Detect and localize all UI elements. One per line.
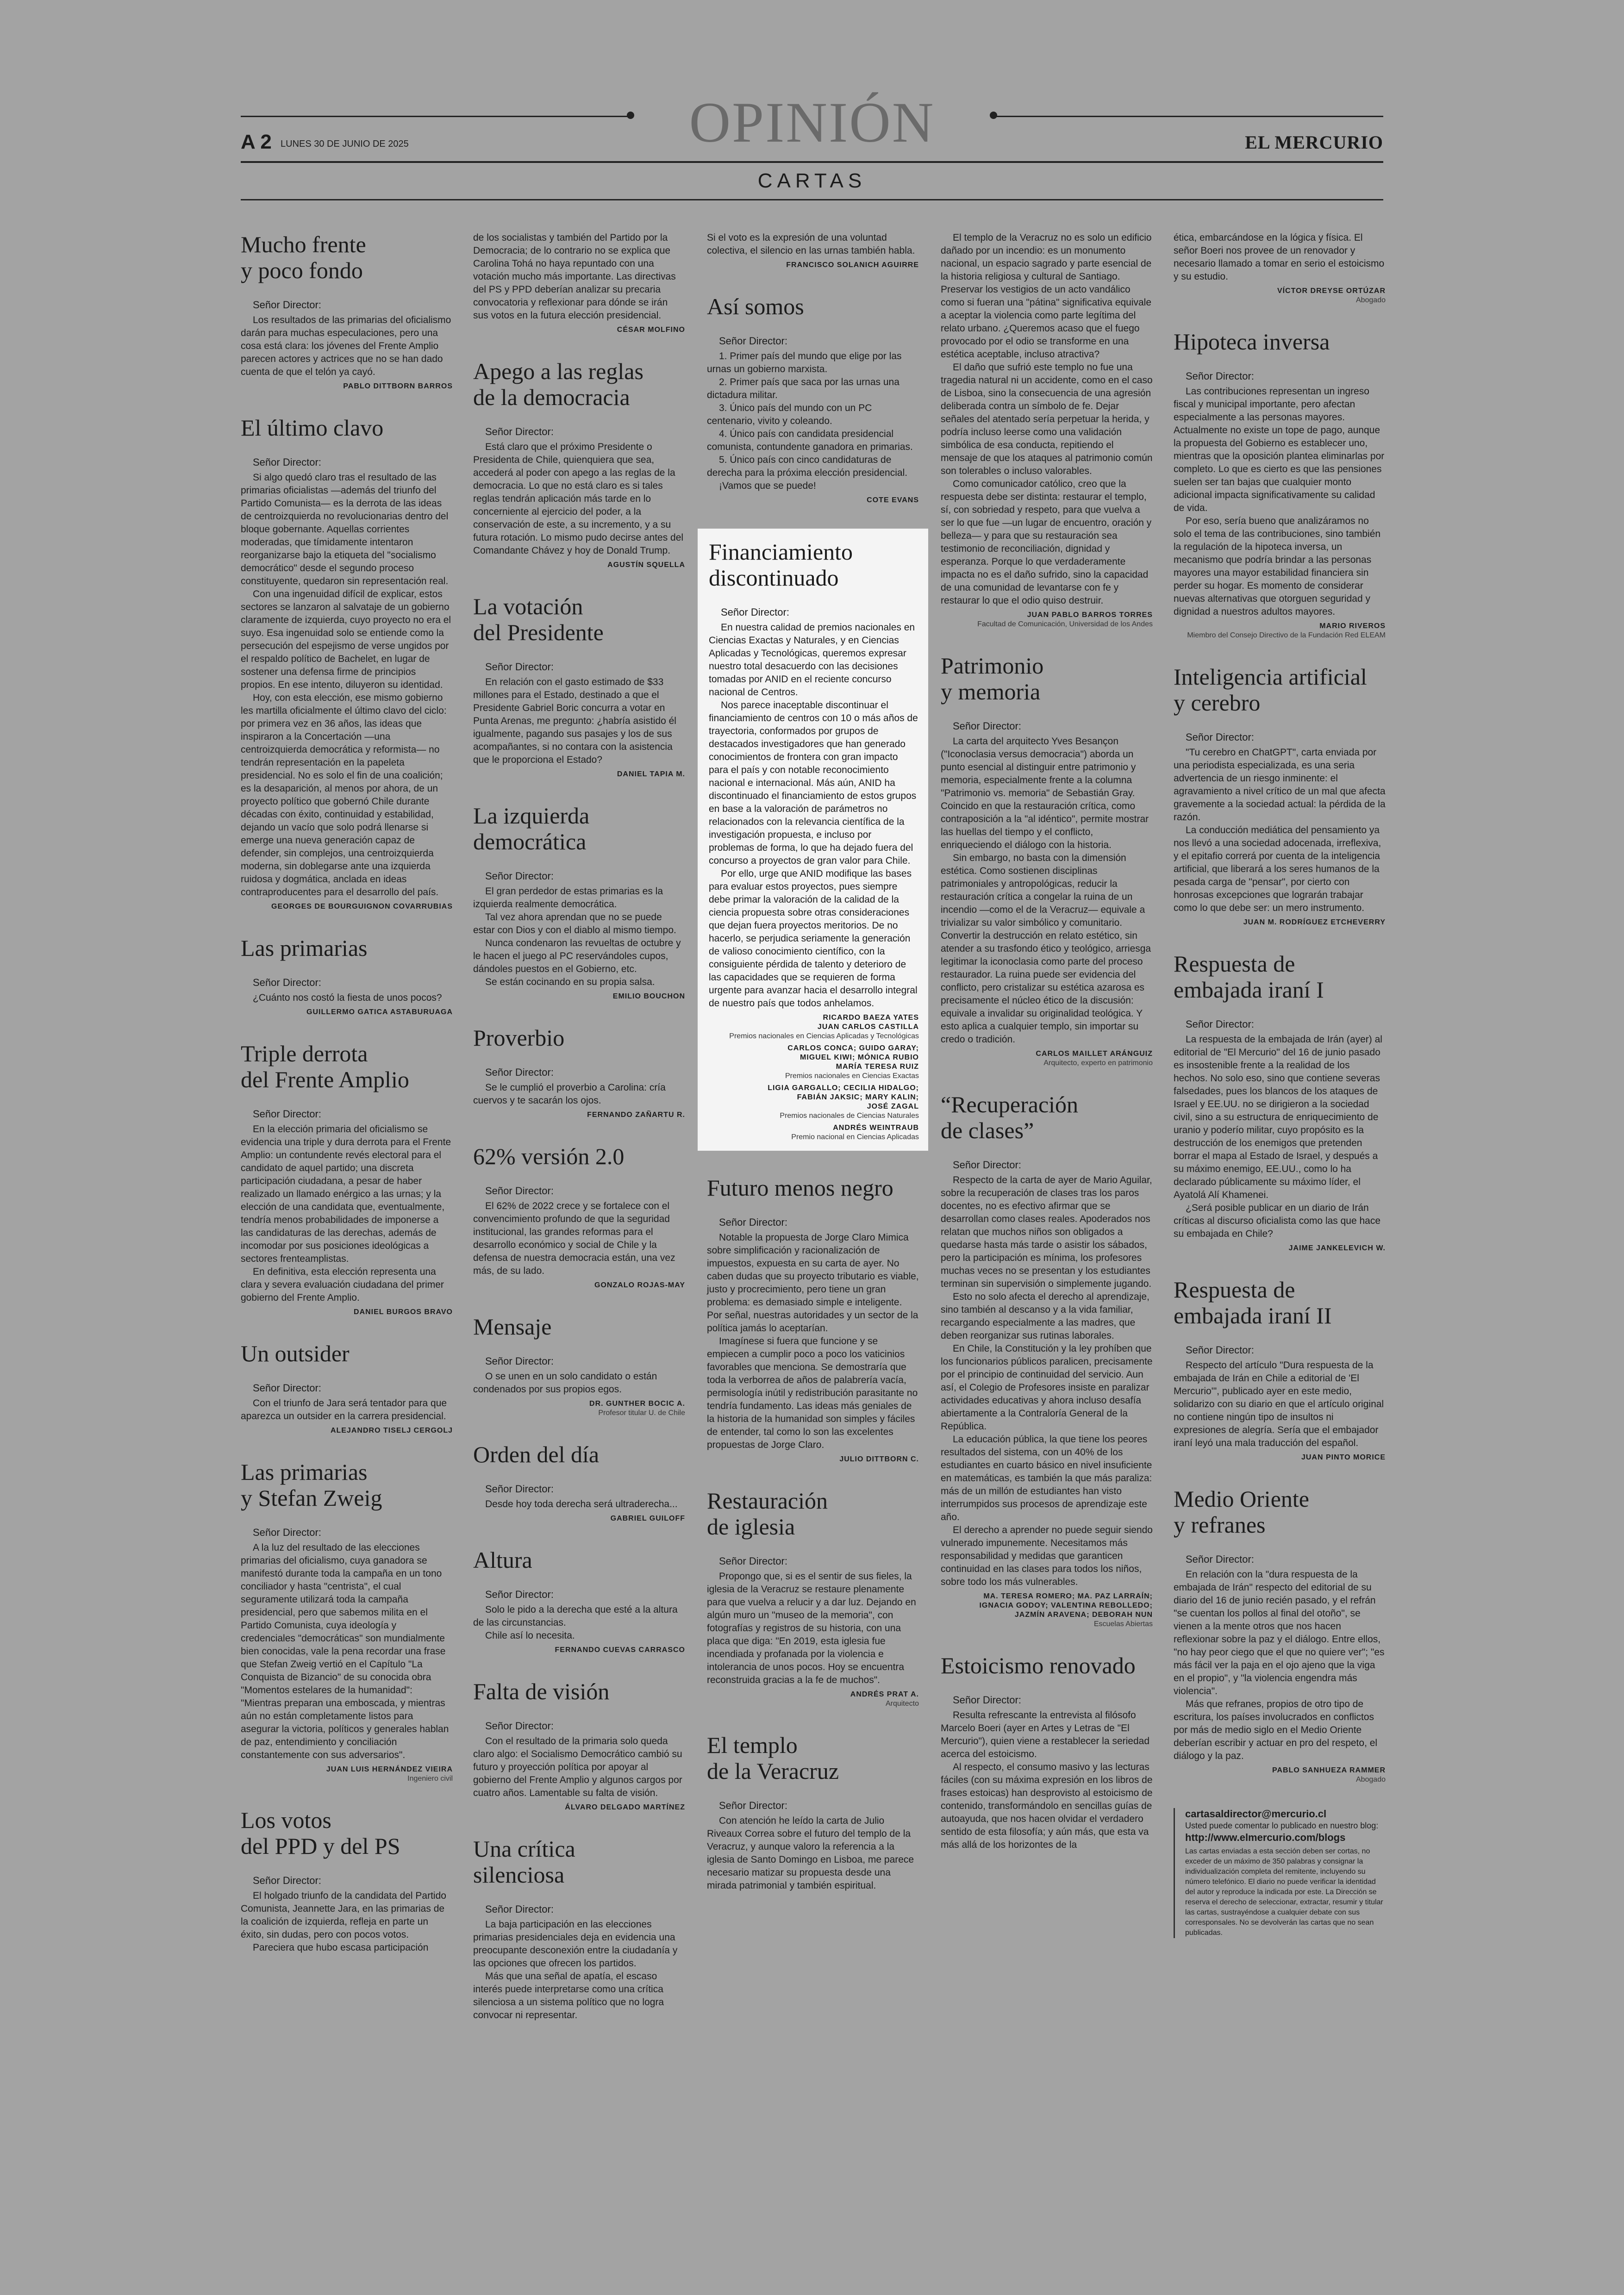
letter-futuro: [707, 1175, 919, 1464]
letter-affiliation: Miembro del Consejo Directivo de la Fundación Red ELEAM: [1187, 631, 1386, 639]
letter-body: El templo de la Veracruz no es solo un edificio dañado por un incendio: es un monumento nacional, un espacio sagrado y parte esencial de la historia religiosa y cultural de Santiago. Preservar los vestigios de un acto vandálico como si fueran una "pátina" significativa equivale a aceptar la violencia como parte legítima del relato urbano. ¿Queremos acaso que el fuego provocado por el odio se transforme en una estética aceptable, incluso atractiva?: [941, 232, 1152, 360]
letter-body: Notable la propuesta de Jorge Claro Mimica sobre simplificación y racionalización de impuestos, expuesta en su carta de ayer. No caben dudas que su proyecto tributario es viable, justo y procrecimiento, pero tiene un gran problema: es demasiado simple e inteligente. Por señal, nuestras autoridades y un sector de la política jamás lo aceptarían.: [707, 1232, 919, 1334]
letter-title: Inteligencia artificial y cerebro: [1174, 664, 1367, 716]
letter-body: Propongo que, si es el sentir de sus fieles, la iglesia de la Veracruz se restaure plenamente para que vuelva a relucir y a dar luz. Dejando en algún muro un "museo de la memoria", con fotografías y registros de su historia, con una placa que diga: "En 2019, esta iglesia fue incendiada y profanada por la violencia e intolerancia de unos pocos. Hoy se encuentra reconstruida gracias a la fe de muchos".: [707, 1571, 916, 1685]
letter-body: Con atención he leído la carta de Julio Riveaux Correa sobre el futuro del templo de la Veracruz, y aunque valoro la referencia a la iglesia de Santo Domingo en Lisboa, me parece necesario matizar su propuesta desde una mirada patrimonial y también espiritual.: [707, 1815, 914, 1891]
masthead-dot-right: [990, 112, 997, 119]
letter-body: Se están cocinando en su propia salsa.: [485, 977, 655, 987]
header-rule: [241, 161, 1383, 163]
section-title: OPINIÓN: [689, 91, 935, 154]
letter-signature: CARLOS MAILLET ARÁNGUIZ: [1036, 1050, 1153, 1058]
letter-izquierda: [473, 803, 685, 1001]
letter-restauracion: [707, 1488, 919, 1708]
letter-affiliation: Profesor titular U. de Chile: [598, 1409, 685, 1417]
letter-body: La conducción mediática del pensamiento ya nos llevó a una sociedad adocenada, irreflexiva, y el epitafio correrá por cuenta de la inteligencia artificial, que liberará a los seres humanos de la pesada carga de "pensar", por cierto con honrosas excepciones que lograrán trabajar como lo que debe ser: un mero instrumento.: [1174, 825, 1381, 913]
letter-title: Las primarias y Stefan Zweig: [241, 1459, 382, 1511]
letter-signature: PABLO SANHUEZA RAMMER: [1272, 1766, 1386, 1774]
letter-signature: DANIEL TAPIA M.: [617, 770, 685, 778]
letter-salutation: Señor Director:: [485, 1589, 554, 1600]
letter-ultimo-clavo: [241, 415, 453, 911]
letter-votacion: [473, 593, 685, 779]
blog-text: Usted puede comentar lo publicado en nuestro blog:: [1185, 1821, 1379, 1830]
letter-signature: MIGUEL KIWI; MÓNICA RUBIO: [800, 1054, 919, 1061]
column-1: [241, 231, 453, 1978]
page-number: A 2: [241, 131, 272, 153]
letter-salutation: Señor Director:: [719, 1800, 787, 1811]
letter-salutation: Señor Director:: [485, 1903, 554, 1915]
letter-salutation: Señor Director:: [953, 1694, 1021, 1706]
letter-salutation: Señor Director:: [1186, 731, 1254, 743]
letter-body: En la elección primaria del oficialismo se evidencia una triple y dura derrota para el Frente Amplio: un contundente revés electoral para el candidato de aquel partido; una discreta participación ciudadana, a pesar de haber realizado un llamado enérgico a las urnas; y la elección de una candidata que, eventualmente, tendría menos probabilidades de imponerse a las candidaturas de las derechas, además de incomodar por sus posiciones ideológicas a sectores frenteamplistas.: [241, 1124, 451, 1264]
letter-title: Hipoteca inversa: [1174, 329, 1330, 355]
letter-salutation: Señor Director:: [253, 977, 321, 988]
letter-continued: [1174, 231, 1386, 305]
letter-body: Con el resultado de la primaria solo queda claro algo: el Socialismo Democrático cambió su futuro y proyección política por apoyar al gobierno del Frente Amplio y algunos cargos por cuatro años. Lamentable su falta de visión.: [473, 1736, 682, 1798]
letter-title: Apego a las reglas de la democracia: [473, 358, 643, 410]
letter-signature: ANDRÉS WEINTRAUB: [833, 1124, 919, 1132]
letter-title: Patrimonio y memoria: [941, 653, 1044, 705]
letter-body: Respecto del artículo "Dura respuesta de la embajada de Irán en Chile a editorial de 'El Mercurio'", publicado ayer en este medio, solidarizo con su diario en que el artículo original no contiene ningún tipo de insultos ni expresiones de alegría. Sería que el embajador iraní leyó una mala traducción del español.: [1174, 1360, 1384, 1448]
letter-body: Chile así lo necesita.: [485, 1630, 575, 1641]
letter-body: Hoy, con esta elección, ese mismo gobierno les martilla oficialmente el último clavo del ciclo: por primera vez en 36 años, las ideas que inspiraron a la Concertación —una centroizquierda democrática y reformista— no tendrán representación en la papeleta presidencial. No es solo el fin de una coalición; es la desaparición, al menos por ahora, de un proyecto político que gobernó Chile durante décadas con éxito, continuidad y estabilidad, dejando un vacío que solo podrá llenarse si emerge una nueva generación capaz de defender, sin complejos, una centroizquierda moderna, sin doblegarse ante una izquierda ruidosa y dogmática, anclada en ideas contraproducentes para el desarrollo del país.: [241, 692, 447, 898]
letter-proverbio: [473, 1025, 685, 1119]
newspaper-page: [241, 91, 1386, 2268]
letter-salutation: Señor Director:: [253, 1875, 321, 1886]
masthead-rule-right: [994, 116, 1383, 117]
letter-body: Los resultados de las primarias del oficialismo darán para muchas especulaciones, pero una cosa está clara: los jóvenes del Frente Amplio parecen actores y actrices que no se han dado cuenta de que el telón ya cayó.: [241, 315, 451, 377]
letter-title: Proverbio: [473, 1025, 565, 1051]
letter-body: El 62% de 2022 crece y se fortalece con el convencimiento profundo de que la seguridad institucional, las grandes reformas para el desarrollo económico y social de Chile y la defensa de nuestra democracia están, una vez más, de su lado.: [473, 1201, 675, 1276]
letter-body: A la luz del resultado de las elecciones primarias del oficialismo, cuya ganadora se manifestó durante toda la campaña en un tono conciliador y hasta "centrista", el cual seguramente utilizará toda la campaña presidencial, pero que sabemos milita en el Partido Comunista, cuya ideología y credenciales "democráticas" son mundialmente bien conocidas, vale la pena recordar una frase que Stefan Zweig vertió en el Capítulo "La Conquista de Bizancio" de su conocida obra "Momentos estelares de la humanidad": "Mientras preparan una emboscada, y mientras aún no están completamente listos para asegurar la victoria, políticos y generales hablan de paz, entendimiento y conciliación constantemente con sus adversarios".: [241, 1542, 449, 1760]
letter-signature: DR. GUNTHER BOCIC A.: [589, 1400, 685, 1408]
letter-title: La votación del Presidente: [473, 593, 604, 645]
letter-signature: IGNACIA GODOY; VALENTINA REBOLLEDO;: [979, 1602, 1153, 1609]
letter-body: Por eso, sería bueno que analizáramos no solo el tema de las contribuciones, sino también la regulación de la hipoteca inversa, un mecanismo que podría brindar a las personas mayores una mayor estabilidad financiera sin perder su hogar. Es momento de considerar nuevas alternativas que otorguen seguridad y dignidad a nuestros adultos mayores.: [1174, 516, 1381, 617]
letter-body: Las contribuciones representan un ingreso fiscal y municipal importante, pero afectan especialmente a las personas mayores. Actualmente no existe un tope de pago, aunque la propuesta del Gobierno es establecer uno, mientras que la oposición plantea eliminarlas por completo. Lo que es cierto es que las pensiones suelen ser tan bajas que cualquier monto adicional impacta significativamente su calidad de vida.: [1174, 386, 1385, 513]
letter-signature: JUAN CARLOS CASTILLA: [817, 1023, 919, 1031]
letter-salutation: Señor Director:: [253, 1382, 321, 1394]
letter-title: Así somos: [707, 293, 804, 319]
letter-title: Financiamiento discontinuado: [709, 539, 853, 591]
letter-body: Con el triunfo de Jara será tentador para que aparezca un outsider en la carrera presidencial.: [241, 1398, 447, 1422]
letter-patrimonio: [941, 653, 1153, 1067]
letter-body: ¿Será posible publicar en un diario de Irán críticas al discurso oficialista como las que hace su embajada en Chile?: [1174, 1203, 1381, 1239]
letter-salutation: Señor Director:: [485, 661, 554, 673]
letter-signature: VÍCTOR DREYSE ORTÚZAR: [1277, 287, 1386, 295]
letter-affiliation: Arquitecto, experto en patrimonio: [1043, 1059, 1153, 1067]
letter-body: Como comunicador católico, creo que la respuesta debe ser distinta: restaurar el templo, sí, con sobriedad y respeto, para que vuelva a ser lo que fue —un lugar de encuentro, oración y belleza— y para que su restauración sea testimonio de reconciliación, dignidad y esperanza. Porque lo que verdaderamente impacta no es el daño sufrido, sino la capacidad de una comunidad de levantarse con fe y restaurar lo que el odio quiso destruir.: [941, 479, 1152, 606]
letter-body: Al respecto, el consumo masivo y las lecturas fáciles (con su máxima expresión en los libros de frases estoicas) han desprovisto al estoicismo de contenido, transformándolo en sencillas guías de autoayuda, que nos hacen olvidar el verdadero sentido de esta filosofía; y aún más, que esta va más allá de los horizontes de la: [941, 1762, 1153, 1850]
letter-signature: GEORGES DE BOURGUIGNON COVARRUBIAS: [271, 903, 453, 911]
letter-body: En nuestra calidad de premios nacionales en Ciencias Exactas y Naturales, y en Ciencias Aplicadas y Tecnológicas, queremos expresar nuestro total desacuerdo con las decisiones tomadas por ANID en el reciente concurso nacional de Centros.: [709, 622, 915, 698]
column-2: [473, 231, 685, 2046]
letter-affiliation: Premios nacionales en Ciencias Exactas: [785, 1072, 919, 1080]
column-4: [941, 231, 1153, 1876]
letter-continued: [941, 231, 1153, 629]
letter-body: Pareciera que hubo escasa participación: [253, 1942, 429, 1953]
letter-version: [473, 1143, 685, 1290]
letter-vision: [473, 1678, 685, 1812]
letter-body: En relación con la "dura respuesta de la embajada de Irán" respecto del editorial de su diario del 16 de junio recién pasado, y el refrán "se cuentan los pollos al final del otoño", se vienen a la mente otros que nos hacen reflexionar sobre la paz y el diálogo. Entre ellos, "no hay peor ciego que el que no quiere ver"; "es más fácil ver la paja en el ojo ajeno que la viga en el propio", y "la violencia engendra más violencia".: [1174, 1569, 1385, 1696]
letter-body: Se le cumplió el proverbio a Carolina: cría cuervos y te sacarán los ojos.: [473, 1082, 666, 1106]
letter-body: Sin embargo, no basta con la dimensión estética. Como sostienen disciplinas patrimoniales y antropológicas, reducir la restauración crítica a congelar la ruina de un incendio —como el de la Veracruz— equivale a trivializar su valor simbólico y comunitario. Convertir la destrucción en relato estético, sin atender a su trasfondo ético y teológico, arriesga legitimar la iconoclasia como parte del proceso restaurador. La ruina puede ser evidencia del conflicto, pero cristalizar su estética azarosa es precisamente el núcleo ético de la discusión: equivale a invalidar su originalidad teológica. Y esto aplica a cualquier templo, sin importar su credo o tradición.: [941, 853, 1151, 1045]
letter-estoicismo: [941, 1653, 1153, 1852]
letter-financiamiento: [698, 529, 928, 1151]
letter-salutation: Señor Director:: [485, 426, 554, 437]
letter-title: Mensaje: [473, 1314, 552, 1340]
letter-signature: GABRIEL GUILOFF: [610, 1515, 685, 1522]
letter-body: Desde hoy toda derecha será ultraderecha...: [485, 1499, 678, 1509]
letter-body: Solo le pido a la derecha que esté a la altura de las circunstancias.: [473, 1604, 678, 1628]
letter-signature: JUAN LUIS HERNÁNDEZ VIEIRA: [326, 1765, 453, 1773]
letter-body: La baja participación en las elecciones primarias presidenciales deja en evidencia una preocupante desconexión entre la ciudadanía y las opciones que ofrecen los partidos.: [473, 1919, 678, 1969]
letter-affiliation: Premio nacional en Ciencias Aplicadas: [791, 1133, 919, 1141]
letter-signature: AGUSTÍN SQUELLA: [607, 561, 685, 569]
letter-affiliation: Abogado: [1355, 1776, 1386, 1784]
letter-signature: JAZMÍN ARAVENA; DEBORAH NUN: [1014, 1611, 1153, 1619]
letter-title: Orden del día: [473, 1441, 600, 1467]
letter-salutation: Señor Director:: [1186, 1018, 1254, 1030]
letter-title: El templo de la Veracruz: [707, 1732, 839, 1784]
letter-title: Una crítica silenciosa: [473, 1836, 575, 1888]
letter-body: La respuesta de la embajada de Irán (ayer) al editorial de "El Mercurio" del 16 de junio pasado es insostenible frente a la realidad de los hechos. No solo eso, sino que contiene severas falsedades, pues los blancos de los ataques de Israel y EE.UU. no se dirigieron a la sociedad civil, sino a su estructura de enriquecimiento de uranio y poderío militar, cuyo propósito es la destrucción de los enemigos que pretenden borrar el mapa al Estado de Israel, y después a su máximo enemigo, EE.UU., como lo ha declarado públicamente su máximo líder, el Ayatolá Alí Khamenei.: [1174, 1034, 1382, 1200]
letter-salutation: Señor Director:: [485, 1066, 554, 1078]
letter-title: El último clavo: [241, 415, 384, 441]
page-date: LUNES 30 DE JUNIO DE 2025: [281, 139, 409, 149]
letter-salutation: Señor Director:: [953, 720, 1021, 732]
subsection-title: CARTAS: [757, 169, 867, 192]
letter-iran-1: [1174, 951, 1386, 1253]
contact-email-link[interactable]: cartasaldirector@mercurio.cl: [1185, 1808, 1327, 1820]
letter-body: ética, embarcándose en la lógica y física. El señor Boeri nos provee de un renovador y necesario llamado a tomar en serio el estoicismo y su estudio.: [1174, 232, 1385, 282]
letter-signature: GONZALO ROJAS-MAY: [594, 1281, 685, 1289]
letter-altura: [473, 1547, 685, 1654]
letter-salutation: Señor Director:: [253, 1527, 321, 1538]
letter-signature: JAIME JANKELEVICH W.: [1288, 1244, 1386, 1252]
letter-signature: PABLO DITTBORN BARROS: [343, 382, 453, 390]
letter-signature: FRANCISCO SOLANICH AGUIRRE: [786, 261, 919, 269]
letter-title: Un outsider: [241, 1341, 350, 1366]
column-3: [707, 231, 919, 1916]
letter-signature: JUAN PINTO MORICE: [1301, 1453, 1386, 1461]
submission-rules: Las cartas enviadas a esta sección deben ser cortas, no exceder de un máximo de 350 palabras y consignar la individualización completa del remitente, incluyendo su número telefónico. El diario no puede verificar la identidad del autor y reproduce la indicada por este. La Dirección se reserva el derecho de seleccionar, extractar, resumir y titular las cartas, sustrayéndose a cualquier debate con sus corresponsales. No se devolverán las cartas que no sean publicadas.: [1185, 1847, 1383, 1937]
letter-body: Está claro que el próximo Presidente o Presidenta de Chile, quienquiera que sea, accederá al poder con apego a las reglas de la democracia. Lo que no está claro es si tales reglas tendrán aplicación más tarde en lo concerniente al ejercicio del poder, a la conservación de este, a su incremento, y a su futura rotación. Lo mismo pudo decirse antes del Comandante Chávez y hoy de Donald Trump.: [473, 442, 684, 556]
letter-mensaje: [473, 1314, 685, 1417]
letter-title: Altura: [473, 1547, 532, 1573]
newspaper-name: EL MERCURIO: [1245, 132, 1383, 153]
letter-signature: MARIO RIVEROS: [1319, 622, 1386, 630]
letter-signature: RICARDO BAEZA YATES: [823, 1014, 919, 1022]
letter-signature: CÉSAR MOLFINO: [617, 326, 685, 334]
letter-title: Triple derrota del Frente Amplio: [241, 1041, 409, 1092]
letter-recuperacion: [941, 1091, 1153, 1628]
letter-title: “Recuperación de clases”: [941, 1091, 1079, 1143]
letter-signature: FERNANDO CUEVAS CARRASCO: [555, 1646, 685, 1654]
letter-title: Medio Oriente y refranes: [1174, 1486, 1309, 1538]
letter-body: Respecto de la carta de ayer de Mario Aguilar, sobre la recuperación de clases tras los paros docentes, no es efectivo afirmar que se desarrollan como clases reales. Apoderados nos relatan que muchos niños son obligados a quedarse hasta más tarde o asistir los sábados, pero la participación es mínima, los profesores muchas veces no se presentan y los estudiantes terminan sin supervisión o simplemente jugando.: [941, 1175, 1152, 1289]
letter-body: Tal vez ahora aprendan que no se puede estar con Dios y con el diablo al mismo tiempo.: [473, 912, 676, 935]
letter-body: Si el voto es la expresión de una voluntad colectiva, el silencio en las urnas también habla.: [707, 232, 915, 256]
letter-signature: DANIEL BURGOS BRAVO: [354, 1308, 453, 1316]
letter-title: Respuesta de embajada iraní I: [1174, 951, 1324, 1003]
list-item: 5. Único país con cinco candidaturas de derecha para la próxima elección presidencial.: [707, 455, 908, 478]
letter-zweig: [241, 1459, 453, 1783]
letter-body: Con una ingenuidad difícil de explicar, estos sectores se lanzaron al salvataje de un gobierno claramente de izquierda, cuyo proyecto no era el suyo. Esa ingenuidad solo se entiende como la persecución del espejismo de verse ungidos por el respaldo político de Bachelet, en lugar de sostener una defensa firme de principios propios. En ese intento, diluyeron su identidad.: [241, 589, 451, 690]
letter-body: El gran perdedor de estas primarias es la izquierda realmente democrática.: [473, 886, 663, 910]
letter-las-primarias: [241, 935, 453, 1017]
letter-affiliation: Facultad de Comunicación, Universidad de los Andes: [977, 620, 1153, 628]
letter-signature: JOSÉ ZAGAL: [867, 1103, 919, 1110]
letter-title: La izquierda democrática: [473, 803, 590, 854]
letter-signature: ALEJANDRO TISELJ CERGOLJ: [330, 1427, 453, 1434]
letter-affiliation: Premios nacionales de Ciencias Naturales: [780, 1112, 919, 1120]
letter-inteligencia: [1174, 664, 1386, 927]
letter-signature: JUAN PABLO BARROS TORRES: [1027, 611, 1153, 619]
letter-triple-derrota: [241, 1041, 453, 1316]
letter-body: El holgado triunfo de la candidata del Partido Comunista, Jeannette Jara, en las primarias de la coalición de izquierda, refleja en parte un éxito, sin dudas, pero con pocos votos.: [241, 1890, 446, 1940]
letter-salutation: Señor Director:: [719, 1216, 787, 1228]
letter-signature: COTE EVANS: [867, 496, 919, 504]
letter-salutation: Señor Director:: [719, 1555, 787, 1567]
letter-salutation: Señor Director:: [719, 335, 787, 347]
list-item: 1. Primer país del mundo que elige por las urnas un gobierno marxista.: [707, 351, 902, 374]
letter-signature: ÁLVARO DELGADO MARTÍNEZ: [565, 1803, 685, 1811]
letter-body: Por ello, urge que ANID modifique las bases para evaluar estos proyectos, pues siempre debe primar la valoración de la calidad de la ciencia propuesta sobre otras consideraciones que dejan fuera proyectos meritorios. De no hacerlo, se perjudica seriamente la generación de valioso conocimiento científico, con la consiguiente pérdida de talento y deterioro de las capacidades que se requieren de forma urgente para avanzar hacia el desarrollo integral de nuestro país que todos anhelamos.: [709, 868, 918, 1009]
letter-signature: MARÍA TERESA RUIZ: [836, 1063, 919, 1071]
letter-body: En Chile, la Constitución y la ley prohíben que los funcionarios públicos paralicen, precisamente por el principio de continuidad del servicio. Aun así, el Colegio de Profesores insiste en paralizar actividades educativas y ahora incluso desafía abiertamente a la Contraloría General de la República.: [941, 1343, 1153, 1432]
letter-signature: ANDRÉS PRAT A.: [850, 1690, 919, 1698]
letter-signature: JULIO DITTBORN C.: [839, 1455, 919, 1463]
letter-signature: EMILIO BOUCHON: [612, 992, 685, 1000]
letter-hipoteca: [1174, 329, 1386, 640]
letter-title: Los votos del PPD y del PS: [241, 1807, 400, 1859]
letter-signature: MA. TERESA ROMERO; MA. PAZ LARRAÍN;: [983, 1592, 1153, 1600]
column-5: [1174, 231, 1386, 1938]
letter-salutation: Señor Director:: [485, 1483, 554, 1495]
letter-body: El derecho a aprender no puede seguir siendo vulnerado impunemente. Necesitamos más responsabilidad y medidas que garanticen continuidad en las clases para todos los niños, sobre todo los más vulnerables.: [941, 1525, 1153, 1587]
letter-medio-oriente: [1174, 1486, 1386, 1784]
letter-salutation: Señor Director:: [1186, 1344, 1254, 1356]
letter-body: En relación con el gasto estimado de $33 millones para el Estado, destinado a que el Presidente Gabriel Boric concurra a votar en Punta Arenas, me pregunto: ¿habría asistido él igualmente, pagando sus pasajes y los de sus acompañantes, si no contara con la asistencia que le proporciona el Estado?: [473, 677, 676, 765]
subsection-rule: [241, 199, 1383, 200]
letter-signature: LIGIA GARGALLO; CECILIA HIDALGO;: [768, 1084, 919, 1092]
letter-title: 62% versión 2.0: [473, 1143, 625, 1169]
list-item: 3. Único país del mundo con un PC centenario, vivito y coleando.: [707, 403, 872, 426]
letter-votos-ppd: [241, 1807, 453, 1954]
list-item: 2. Primer país que saca por las urnas una dictadura militar.: [707, 377, 899, 400]
letter-body: Resulta refrescante la entrevista al filósofo Marcelo Boeri (ayer en Artes y Letras de "El Mercurio"), quien viene a restablecer la seriedad acerca del estoicismo.: [941, 1710, 1150, 1759]
letter-signature: FABIÁN JAKSIC; MARY KALIN;: [797, 1093, 919, 1101]
letter-title: Mucho frente y poco fondo: [241, 231, 366, 283]
letter-title: Falta de visión: [473, 1678, 610, 1704]
masthead: [241, 93, 1383, 204]
letter-title: Estoicismo renovado: [941, 1653, 1136, 1678]
letter-salutation: Señor Director:: [253, 456, 321, 468]
letter-title: Restauración de iglesia: [707, 1488, 828, 1540]
letter-salutation: Señor Director:: [721, 606, 789, 618]
letter-outsider: [241, 1341, 453, 1435]
letter-salutation: Señor Director:: [485, 1720, 554, 1732]
letter-continued: [473, 231, 685, 334]
letter-body: Si algo quedó claro tras el resultado de las primarias oficialistas —además del triunfo del Partido Comunista— es la derrota de las ideas de centroizquierda no revolucionarias dentro del bloque gobernante. Aquellas corrientes moderadas, que tímidamente intentaron reorganizarse bajo la etiqueta del "socialismo democrático" desde el segundo proceso constituyente, quedaron sin representación real.: [241, 472, 449, 586]
letter-salutation: Señor Director:: [1186, 1553, 1254, 1565]
letter-affiliation: Ingeniero civil: [407, 1775, 453, 1783]
letter-critica: [473, 1836, 685, 2022]
letter-salutation: Señor Director:: [1186, 370, 1254, 382]
letter-body: "Tu cerebro en ChatGPT", carta enviada por una periodista especializada, es una seria advertencia de un riesgo inminente: el agravamiento a nivel crítico de un mal que afecta gravemente a la sociedad actual: la pérdida de la razón.: [1174, 747, 1386, 823]
letter-title: Futuro menos negro: [707, 1175, 893, 1201]
letter-body: ¿Cuánto nos costó la fiesta de unos pocos?: [253, 992, 442, 1003]
letter-signature: FERNANDO ZAÑARTU R.: [587, 1111, 685, 1119]
letter-body: Más que refranes, propios de otro tipo de escritura, los países involucrados en conflictos por más de medio siglo en el Medio Oriente deberían escribir y actuar en pro del respeto, el diálogo y la paz.: [1174, 1699, 1378, 1761]
letter-mucho-frente: [241, 231, 453, 391]
letter-signature: CARLOS CONCA; GUIDO GARAY;: [787, 1044, 919, 1052]
letter-salutation: Señor Director:: [485, 1185, 554, 1197]
letter-body: O se unen en un solo candidato o están condenados por sus propios egos.: [473, 1371, 657, 1395]
list-item: ¡Vamos que se puede!: [719, 480, 816, 491]
letter-body: En definitiva, esta elección representa una clara y severa evaluación ciudadana del primer gobierno del Frente Amplio.: [241, 1266, 444, 1303]
blog-link[interactable]: http://www.elmercurio.com/blogs: [1185, 1832, 1346, 1843]
letter-affiliation: Abogado: [1355, 296, 1386, 304]
letter-signature: GUILLERMO GATICA ASTABURUAGA: [306, 1008, 453, 1016]
letter-templo: [707, 1732, 919, 1892]
contact-box: [1174, 1808, 1386, 1938]
list-item: 4. Único país con candidata presidencial comunista, contundente ganadora en primarias.: [707, 429, 913, 452]
letter-salutation: Señor Director:: [953, 1159, 1021, 1171]
letter-affiliation: Arquitecto: [885, 1700, 919, 1708]
letter-salutation: Señor Director:: [485, 1355, 554, 1367]
letter-body: Nunca condenaron las revueltas de octubre y le hacen el juego al PC reservándoles cupos, dándoles puestos en el Gobierno, etc.: [473, 938, 681, 974]
letter-body: La carta del arquitecto Yves Besançon ("Iconoclasia versus democracia") aborda un punto esencial al distinguir entre patrimonio y memoria, especialmente frente a la columna "Patrimonio vs. memoria" de Sebastián Gray. Coincido en que la restauración crítica, como contraposición a la "al idéntico", permite mostrar las huellas del tiempo y el conflicto, enriqueciendo el diálogo con la historia.: [941, 736, 1149, 850]
letter-title: Las primarias: [241, 935, 368, 961]
letter-body: Más que una señal de apatía, el escaso interés puede interpretarse como una crítica silenciosa a un sistema político que no logra convocar ni representar.: [473, 1971, 664, 2021]
letter-body: Nos parece inaceptable discontinuar el financiamiento de centros con 10 o más años de trayectoria, conformados por grupos de destacados investigadores que han generado conocimientos de frontera con gran impacto para el país y con notable reconocimiento nacional e internacional. Más aún, ANID ha discontinuado el financiamiento de estos grupos en base a la valoración de parámetros no relacionados con la relevancia científica de la investigación propuesta, e incluso por problemas de forma, lo que ha dejado fuera del concurso a proyectos de gran valor para Chile.: [709, 700, 918, 866]
letter-signature: JUAN M. RODRÍGUEZ ETCHEVERRY: [1243, 918, 1386, 926]
letter-continued: [707, 231, 919, 269]
letter-body: El daño que sufrió este templo no fue una tragedia natural ni un accidente, como en el caso de Lisboa, sino la consecuencia de una agresión deliberada contra un símbolo de fe. Dejar señales del atentado sería perpetuar la herida, y podría incluso leerse como una validación simbólica de esa conducta, repitiendo el mensaje de que los ataques al patrimonio común son tolerables o incluso valorables.: [941, 362, 1153, 476]
letter-body: de los socialistas y también del Partido por la Democracia; de lo contrario no se explica que Carolina Tohá no haya repuntado con una votación mucho más importante. Las directivas del PS y PPD deberían analizar su precaria convocatoria y reflexionar para dónde se irán sus votos en la futura elección presidencial.: [473, 232, 676, 321]
letter-orden: [473, 1441, 685, 1523]
letter-body: La educación pública, la que tiene los peores resultados del sistema, con un 40% de los estudiantes en cuarto básico en nivel insuficiente en matemáticas, es también la que más paraliza: más de un millón de estudiantes han visto interrumpidos sus procesos de aprendizaje este año.: [941, 1434, 1152, 1522]
letter-asi-somos: [707, 293, 919, 505]
letter-iran-2: [1174, 1277, 1386, 1462]
letter-salutation: Señor Director:: [253, 1108, 321, 1120]
letter-body: Esto no solo afecta el derecho al aprendizaje, sino también al descanso y a la vida familiar, recargando especialmente a las madres, que deben reorganizar sus rutinas laborales.: [941, 1291, 1149, 1341]
letter-affiliation: Premios nacionales en Ciencias Aplicadas y Tecnológicas: [729, 1032, 919, 1040]
letter-affiliation: Escuelas Abiertas: [1093, 1620, 1153, 1628]
letter-apego: [473, 358, 685, 569]
letter-title: Respuesta de embajada iraní II: [1174, 1277, 1332, 1328]
letter-body: Imagínese si fuera que funcione y se empiecen a cumplir poco a poco los vaticinios favorables que menciona. Se demostraría que toda la verborrea de años de palabrería vacía, permisología inútil y redistribución parasitante no tendría fundamento. Las ideas más geniales de la historia de la humanidad son simples y fáciles de entender, tal como lo son las excelentes propuestas de Jorge Claro.: [707, 1336, 918, 1450]
letter-salutation: Señor Director:: [253, 299, 321, 311]
letter-salutation: Señor Director:: [485, 870, 554, 882]
